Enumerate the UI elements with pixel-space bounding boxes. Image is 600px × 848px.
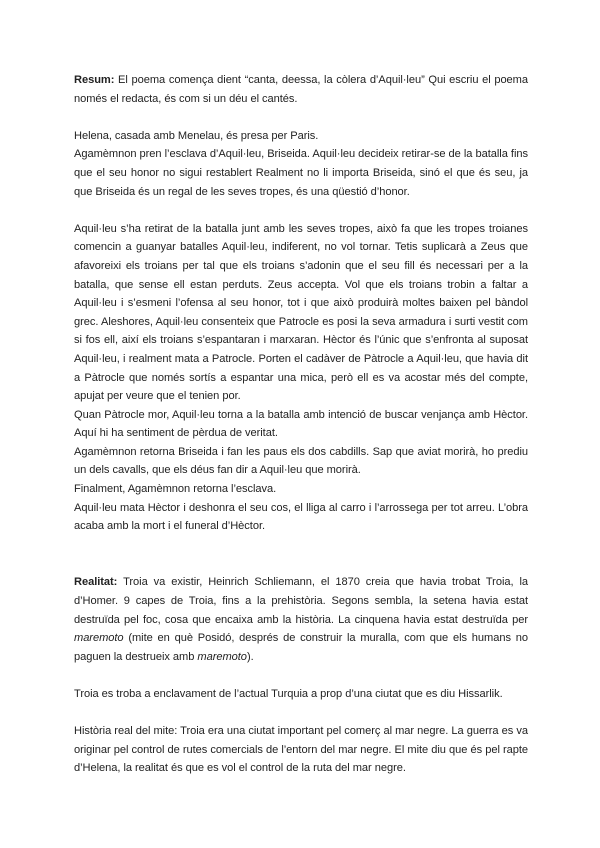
summary-label: Resum: — [74, 74, 115, 86]
reality-text: (mite en què Posidó, després de construir la muralla, com que els humans no paguen la destrueix amb — [74, 632, 528, 663]
story-paragraph: Agamèmnon pren l’esclava d’Aquil·leu, Briseida. Aquil·leu decideix retirar-se de la batalla fins que el seu honor no sigui restablert Realment no li importa Briseida, sinó el que és seu, ja que Briseida és un regal de les seves tropes, és una qüestió d’honor. — [74, 148, 528, 198]
reality-paragraph — [74, 573, 528, 666]
reality-text: Troia va existir, Heinrich Schliemann, el 1870 creia que havia trobat Troia, la d’Homer. 9 capes de Troia, fins a la prehistòria. Segons sembla, la setena havia estat destruïda pel foc, cosa que encaixa amb la història. La cinquena havia estat destruïda per — [74, 576, 528, 626]
reality-text: ). — [246, 650, 254, 663]
story-line: Finalment, Agamèmnon retorna l’esclava. — [74, 483, 277, 496]
reality-emphasis: maremoto — [197, 650, 247, 663]
reality-label: Realitat: — [74, 576, 118, 589]
summary-text: El poema comença dient “canta, deessa, la còlera d’Aquil·leu” Qui escriu el poema només el redacta, és com si un déu el cantés. — [74, 74, 528, 105]
story-paragraph: Aquil·leu mata Hèctor i deshonra el seu cos, el lliga al carro i l’arrossega per tot arreu. L’obra acaba amb la mort i el funeral d’Hèctor. — [74, 501, 528, 533]
story-paragraph: Agamèmnon retorna Briseida i fan les paus els dos cabdills. Sap que aviat morirà, ho prediu un dels cavalls, que els déus fan dir a Aquil·leu que morirà. — [74, 445, 528, 477]
location-paragraph: Troia es troba a enclavament de l’actual Turquia a prop d’una ciutat que es diu Hissarlik. — [74, 688, 503, 700]
story-paragraph: Aquil·leu s’ha retirat de la batalla junt amb les seves tropes, això fa que les tropes troianes comencin a guanyar batalles Aquil·leu, indiferent, no vol tornar. Tetis suplicarà a Zeus que afavoreixi els troians per tal que els troians s’adonin que el seu fill és necessari per a la batalla, que sense ell estan perduts. Zeus accepta. Vol que els troians trobin a faltar a Aquil·leu i s’esmeni l’ofensa al seu honor, tot i que això produirà moltes baixen pel bàndol grec. Aleshores, Aquil·leu consenteix que Patrocle es posi la seva armadura i surti vestit com si fos ell, així els troians s’espantaran i marxaran. Hèctor és l’únic que s’enfronta al suposat Aquil·leu, i realment mata a Patrocle. Porten el cadàver de Pàtrocle a Aquil·leu, que havia dit a Pàtrocle que només sortís a espantar una mica, però ell es va acostar més del compte, apujat per veure que el tenien por. — [74, 222, 528, 403]
story-paragraph: Quan Pàtrocle mor, Aquil·leu torna a la batalla amb intenció de buscar venjança amb Hèctor. Aquí hi ha sentiment de pèrdua de veritat. — [74, 408, 528, 440]
story-line: Helena, casada amb Menelau, és presa per Paris. — [74, 129, 319, 142]
reality-emphasis: maremoto — [74, 632, 124, 645]
history-paragraph: Història real del mite: Troia era una ciutat important pel comerç al mar negre. La guerra es va originar pel control de rutes comercials de l’entorn del mar negre. El mite diu que és pel rapte d’Helena, la realitat és que es vol el control de la ruta del mar negre. — [74, 725, 528, 775]
summary-paragraph — [74, 71, 528, 108]
